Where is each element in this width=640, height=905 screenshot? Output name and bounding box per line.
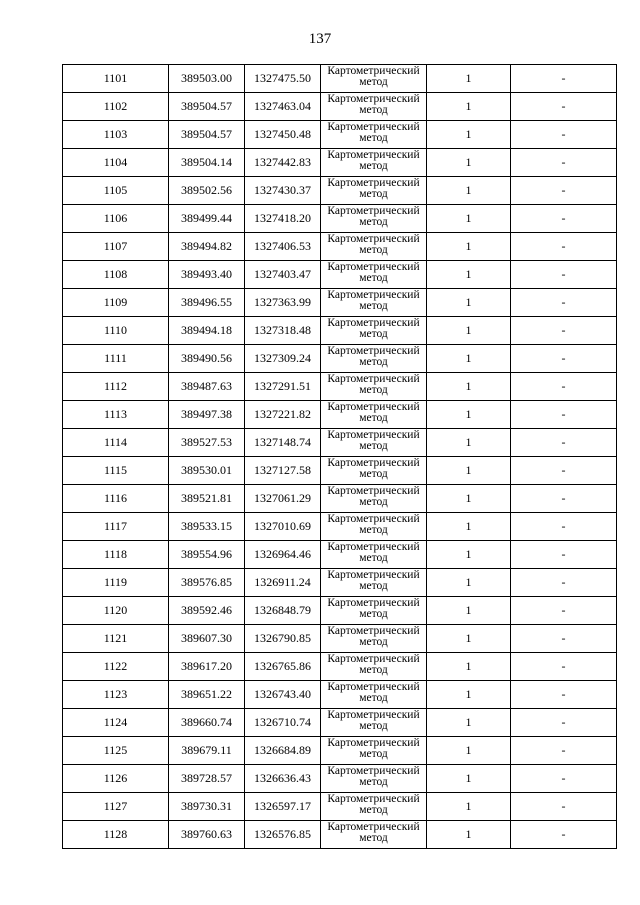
table-row — [63, 793, 617, 821]
table-row — [63, 317, 617, 345]
accuracy-cell: 1 — [427, 457, 511, 485]
method-cell — [321, 765, 427, 793]
method-line-1: Картометрический — [327, 205, 420, 217]
y-coordinate-cell: 1327291.51 — [245, 373, 321, 401]
method-cell — [321, 513, 427, 541]
accuracy-cell: 1 — [427, 121, 511, 149]
y-coordinate-cell: 1327148.74 — [245, 429, 321, 457]
x-coordinate-cell: 389497.38 — [169, 401, 245, 429]
description-cell: - — [511, 149, 617, 177]
method-cell — [321, 457, 427, 485]
point-number-cell: 1107 — [63, 233, 169, 261]
accuracy-cell: 1 — [427, 205, 511, 233]
description-cell: - — [511, 597, 617, 625]
method-line-2: метод — [359, 412, 388, 424]
description-cell: - — [511, 345, 617, 373]
method-line-1: Картометрический — [327, 709, 420, 721]
y-coordinate-cell: 1327418.20 — [245, 205, 321, 233]
table-row — [63, 93, 617, 121]
y-coordinate-cell: 1326576.85 — [245, 821, 321, 849]
method-line-1: Картометрический — [327, 625, 420, 637]
method-line-2: метод — [359, 300, 388, 312]
table-row — [63, 541, 617, 569]
point-number-cell: 1116 — [63, 485, 169, 513]
y-coordinate-cell: 1327010.69 — [245, 513, 321, 541]
table-row — [63, 401, 617, 429]
accuracy-cell: 1 — [427, 709, 511, 737]
method-line-2: метод — [359, 132, 388, 144]
method-line-1: Картометрический — [327, 177, 420, 189]
method-line-2: метод — [359, 832, 388, 844]
accuracy-cell: 1 — [427, 289, 511, 317]
point-number-cell: 1103 — [63, 121, 169, 149]
method-line-2: метод — [359, 160, 388, 172]
method-line-1: Картометрический — [327, 289, 420, 301]
x-coordinate-cell: 389502.56 — [169, 177, 245, 205]
method-line-1: Картометрический — [327, 121, 420, 133]
method-line-1: Картометрический — [327, 457, 420, 469]
point-number-cell: 1109 — [63, 289, 169, 317]
method-line-1: Картометрический — [327, 485, 420, 497]
description-cell: - — [511, 793, 617, 821]
coordinates-table-body — [63, 65, 617, 849]
method-cell — [321, 597, 427, 625]
accuracy-cell: 1 — [427, 737, 511, 765]
method-line-1: Картометрический — [327, 653, 420, 665]
table-row — [63, 373, 617, 401]
method-line-2: метод — [359, 748, 388, 760]
accuracy-cell: 1 — [427, 373, 511, 401]
method-line-1: Картометрический — [327, 821, 420, 833]
description-cell: - — [511, 737, 617, 765]
x-coordinate-cell: 389679.11 — [169, 737, 245, 765]
accuracy-cell: 1 — [427, 65, 511, 93]
method-cell — [321, 233, 427, 261]
y-coordinate-cell: 1327475.50 — [245, 65, 321, 93]
method-cell — [321, 569, 427, 597]
point-number-cell: 1108 — [63, 261, 169, 289]
y-coordinate-cell: 1327061.29 — [245, 485, 321, 513]
x-coordinate-cell: 389592.46 — [169, 597, 245, 625]
method-cell — [321, 625, 427, 653]
accuracy-cell: 1 — [427, 149, 511, 177]
method-line-1: Картометрический — [327, 793, 420, 805]
page-number: 137 — [308, 31, 332, 47]
x-coordinate-cell: 389521.81 — [169, 485, 245, 513]
y-coordinate-cell: 1327463.04 — [245, 93, 321, 121]
y-coordinate-cell: 1327318.48 — [245, 317, 321, 345]
table-row — [63, 65, 617, 93]
method-line-2: метод — [359, 804, 388, 816]
description-cell: - — [511, 429, 617, 457]
method-line-2: метод — [359, 216, 388, 228]
x-coordinate-cell: 389494.18 — [169, 317, 245, 345]
method-line-2: метод — [359, 76, 388, 88]
point-number-cell: 1122 — [63, 653, 169, 681]
point-number-cell: 1117 — [63, 513, 169, 541]
method-line-1: Картометрический — [327, 401, 420, 413]
x-coordinate-cell: 389499.44 — [169, 205, 245, 233]
table-row — [63, 457, 617, 485]
table-row — [63, 289, 617, 317]
x-coordinate-cell: 389617.20 — [169, 653, 245, 681]
accuracy-cell: 1 — [427, 681, 511, 709]
x-coordinate-cell: 389496.55 — [169, 289, 245, 317]
table-row — [63, 205, 617, 233]
point-number-cell: 1124 — [63, 709, 169, 737]
description-cell: - — [511, 177, 617, 205]
point-number-cell: 1121 — [63, 625, 169, 653]
method-cell — [321, 401, 427, 429]
method-cell — [321, 121, 427, 149]
point-number-cell: 1104 — [63, 149, 169, 177]
x-coordinate-cell: 389487.63 — [169, 373, 245, 401]
x-coordinate-cell: 389503.00 — [169, 65, 245, 93]
accuracy-cell: 1 — [427, 261, 511, 289]
description-cell: - — [511, 261, 617, 289]
table-row — [63, 513, 617, 541]
method-line-1: Картометрический — [327, 149, 420, 161]
method-cell — [321, 737, 427, 765]
method-line-1: Картометрический — [327, 93, 420, 105]
accuracy-cell: 1 — [427, 317, 511, 345]
method-line-1: Картометрический — [327, 737, 420, 749]
method-line-1: Картометрический — [327, 65, 420, 77]
x-coordinate-cell: 389660.74 — [169, 709, 245, 737]
description-cell: - — [511, 457, 617, 485]
y-coordinate-cell: 1327406.53 — [245, 233, 321, 261]
table-row — [63, 765, 617, 793]
accuracy-cell: 1 — [427, 597, 511, 625]
method-cell — [321, 485, 427, 513]
table-row — [63, 177, 617, 205]
method-line-2: метод — [359, 104, 388, 116]
point-number-cell: 1102 — [63, 93, 169, 121]
y-coordinate-cell: 1326848.79 — [245, 597, 321, 625]
method-line-2: метод — [359, 692, 388, 704]
method-line-1: Картометрический — [327, 345, 420, 357]
description-cell: - — [511, 513, 617, 541]
method-cell — [321, 93, 427, 121]
point-number-cell: 1127 — [63, 793, 169, 821]
method-cell — [321, 709, 427, 737]
x-coordinate-cell: 389728.57 — [169, 765, 245, 793]
description-cell: - — [511, 541, 617, 569]
method-line-2: метод — [359, 356, 388, 368]
method-line-2: метод — [359, 664, 388, 676]
description-cell: - — [511, 709, 617, 737]
method-line-1: Картометрический — [327, 541, 420, 553]
description-cell: - — [511, 653, 617, 681]
y-coordinate-cell: 1327442.83 — [245, 149, 321, 177]
method-cell — [321, 373, 427, 401]
x-coordinate-cell: 389504.57 — [169, 93, 245, 121]
x-coordinate-cell: 389533.15 — [169, 513, 245, 541]
method-cell — [321, 205, 427, 233]
method-line-2: метод — [359, 580, 388, 592]
point-number-cell: 1105 — [63, 177, 169, 205]
point-number-cell: 1125 — [63, 737, 169, 765]
table-row — [63, 569, 617, 597]
method-line-2: метод — [359, 328, 388, 340]
table-row — [63, 653, 617, 681]
method-cell — [321, 821, 427, 849]
method-line-2: метод — [359, 608, 388, 620]
y-coordinate-cell: 1326765.86 — [245, 653, 321, 681]
accuracy-cell: 1 — [427, 93, 511, 121]
method-line-2: метод — [359, 468, 388, 480]
y-coordinate-cell: 1326684.89 — [245, 737, 321, 765]
y-coordinate-cell: 1326964.46 — [245, 541, 321, 569]
table-row — [63, 429, 617, 457]
method-line-2: метод — [359, 636, 388, 648]
point-number-cell: 1113 — [63, 401, 169, 429]
description-cell: - — [511, 401, 617, 429]
method-line-1: Картометрический — [327, 597, 420, 609]
accuracy-cell: 1 — [427, 177, 511, 205]
x-coordinate-cell: 389504.57 — [169, 121, 245, 149]
method-line-2: метод — [359, 524, 388, 536]
accuracy-cell: 1 — [427, 233, 511, 261]
method-line-1: Картометрический — [327, 233, 420, 245]
method-line-1: Картометрический — [327, 681, 420, 693]
method-cell — [321, 317, 427, 345]
y-coordinate-cell: 1327309.24 — [245, 345, 321, 373]
method-line-2: метод — [359, 496, 388, 508]
table-row — [63, 597, 617, 625]
description-cell: - — [511, 681, 617, 709]
description-cell: - — [511, 765, 617, 793]
table-row — [63, 233, 617, 261]
method-line-2: метод — [359, 384, 388, 396]
x-coordinate-cell: 389607.30 — [169, 625, 245, 653]
method-cell — [321, 149, 427, 177]
point-number-cell: 1101 — [63, 65, 169, 93]
point-number-cell: 1118 — [63, 541, 169, 569]
method-line-2: метод — [359, 440, 388, 452]
method-cell — [321, 541, 427, 569]
accuracy-cell: 1 — [427, 541, 511, 569]
method-line-2: метод — [359, 552, 388, 564]
description-cell: - — [511, 569, 617, 597]
method-line-2: метод — [359, 188, 388, 200]
method-cell — [321, 793, 427, 821]
x-coordinate-cell: 389493.40 — [169, 261, 245, 289]
method-line-1: Картометрический — [327, 373, 420, 385]
y-coordinate-cell: 1327363.99 — [245, 289, 321, 317]
description-cell: - — [511, 65, 617, 93]
method-cell — [321, 429, 427, 457]
point-number-cell: 1106 — [63, 205, 169, 233]
x-coordinate-cell: 389730.31 — [169, 793, 245, 821]
point-number-cell: 1114 — [63, 429, 169, 457]
method-cell — [321, 681, 427, 709]
y-coordinate-cell: 1327127.58 — [245, 457, 321, 485]
description-cell: - — [511, 205, 617, 233]
accuracy-cell: 1 — [427, 821, 511, 849]
x-coordinate-cell: 389504.14 — [169, 149, 245, 177]
x-coordinate-cell: 389530.01 — [169, 457, 245, 485]
accuracy-cell: 1 — [427, 401, 511, 429]
y-coordinate-cell: 1326636.43 — [245, 765, 321, 793]
y-coordinate-cell: 1326790.85 — [245, 625, 321, 653]
description-cell: - — [511, 233, 617, 261]
table-row — [63, 709, 617, 737]
table-row — [63, 821, 617, 849]
y-coordinate-cell: 1326743.40 — [245, 681, 321, 709]
point-number-cell: 1112 — [63, 373, 169, 401]
table-row — [63, 261, 617, 289]
x-coordinate-cell: 389527.53 — [169, 429, 245, 457]
y-coordinate-cell: 1326597.17 — [245, 793, 321, 821]
accuracy-cell: 1 — [427, 429, 511, 457]
method-line-1: Картометрический — [327, 513, 420, 525]
accuracy-cell: 1 — [427, 625, 511, 653]
y-coordinate-cell: 1326710.74 — [245, 709, 321, 737]
y-coordinate-cell: 1327430.37 — [245, 177, 321, 205]
accuracy-cell: 1 — [427, 569, 511, 597]
method-line-1: Картометрический — [327, 569, 420, 581]
accuracy-cell: 1 — [427, 345, 511, 373]
method-line-1: Картометрический — [327, 317, 420, 329]
description-cell: - — [511, 289, 617, 317]
method-line-1: Картометрический — [327, 261, 420, 273]
method-cell — [321, 177, 427, 205]
description-cell: - — [511, 373, 617, 401]
point-number-cell: 1128 — [63, 821, 169, 849]
method-cell — [321, 345, 427, 373]
point-number-cell: 1120 — [63, 597, 169, 625]
accuracy-cell: 1 — [427, 513, 511, 541]
y-coordinate-cell: 1327403.47 — [245, 261, 321, 289]
method-cell — [321, 261, 427, 289]
table-row — [63, 625, 617, 653]
x-coordinate-cell: 389494.82 — [169, 233, 245, 261]
method-line-2: метод — [359, 272, 388, 284]
point-number-cell: 1110 — [63, 317, 169, 345]
method-cell — [321, 289, 427, 317]
table-row — [63, 149, 617, 177]
table-row — [63, 345, 617, 373]
y-coordinate-cell: 1327221.82 — [245, 401, 321, 429]
description-cell: - — [511, 485, 617, 513]
method-line-2: метод — [359, 244, 388, 256]
point-number-cell: 1111 — [63, 345, 169, 373]
method-cell — [321, 653, 427, 681]
point-number-cell: 1115 — [63, 457, 169, 485]
description-cell: - — [511, 93, 617, 121]
method-line-2: метод — [359, 776, 388, 788]
method-line-2: метод — [359, 720, 388, 732]
table-row — [63, 681, 617, 709]
table-row — [63, 737, 617, 765]
x-coordinate-cell: 389490.56 — [169, 345, 245, 373]
x-coordinate-cell: 389760.63 — [169, 821, 245, 849]
point-number-cell: 1119 — [63, 569, 169, 597]
method-cell — [321, 65, 427, 93]
description-cell: - — [511, 121, 617, 149]
accuracy-cell: 1 — [427, 793, 511, 821]
point-number-cell: 1126 — [63, 765, 169, 793]
description-cell: - — [511, 625, 617, 653]
method-line-1: Картометрический — [327, 765, 420, 777]
table-row — [63, 485, 617, 513]
point-number-cell: 1123 — [63, 681, 169, 709]
y-coordinate-cell: 1326911.24 — [245, 569, 321, 597]
y-coordinate-cell: 1327450.48 — [245, 121, 321, 149]
accuracy-cell: 1 — [427, 485, 511, 513]
method-line-1: Картометрический — [327, 429, 420, 441]
x-coordinate-cell: 389576.85 — [169, 569, 245, 597]
description-cell: - — [511, 821, 617, 849]
table-row — [63, 121, 617, 149]
description-cell: - — [511, 317, 617, 345]
coordinates-table — [62, 64, 617, 849]
x-coordinate-cell: 389651.22 — [169, 681, 245, 709]
x-coordinate-cell: 389554.96 — [169, 541, 245, 569]
accuracy-cell: 1 — [427, 653, 511, 681]
accuracy-cell: 1 — [427, 765, 511, 793]
